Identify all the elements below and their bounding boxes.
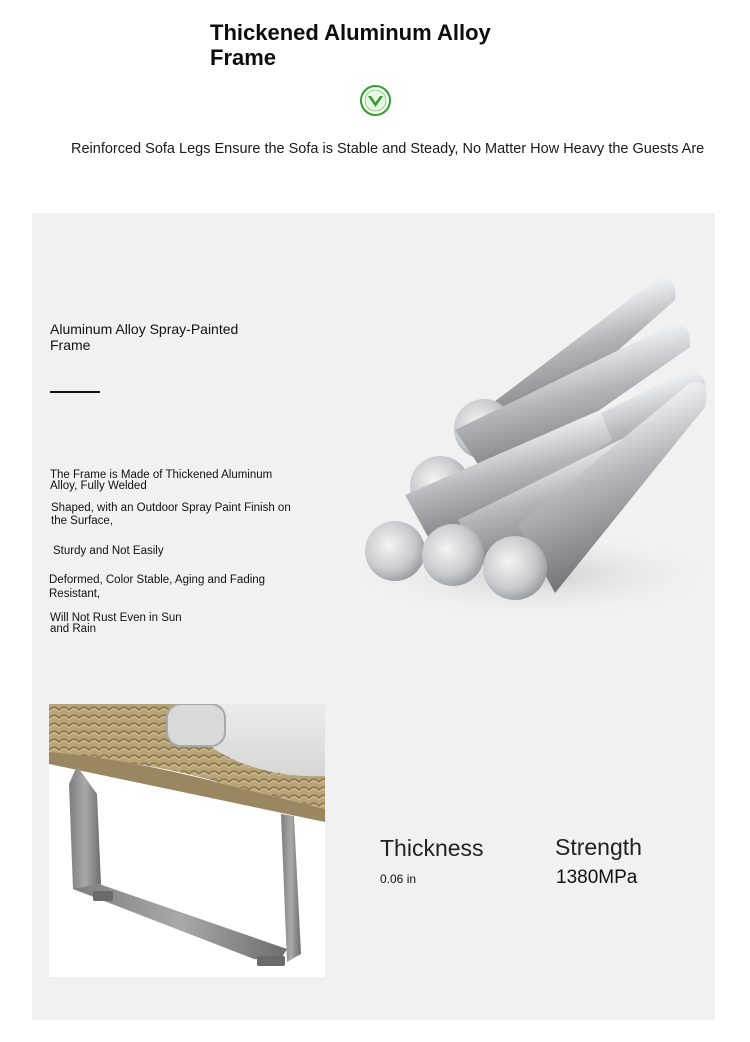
description-line: the Surface, [51,515,114,527]
description-line: Sturdy and Not Easily [53,545,164,557]
description-line: The Frame is Made of Thickened Aluminum [50,469,273,481]
title-line-2: Frame [210,45,277,70]
subtitle: Reinforced Sofa Legs Ensure the Sofa is Stable and Steady, No Matter How Heavy the Guests Are [71,141,705,157]
description-line: Deformed, Color Stable, Aging and Fading [49,574,266,586]
aluminum-rods-image [340,255,715,620]
sofa-leg-image [49,704,325,977]
description-line: and Rain [50,623,97,635]
strength-label: Strength [555,834,642,860]
strength-value: 1380MPa [556,867,638,888]
frame-heading-line-2: Frame [50,337,91,353]
heading-divider [50,391,100,393]
description-line: Resistant, [49,588,101,600]
page-title [210,20,550,70]
frame-heading [50,321,290,353]
frame-heading-line-1: Aluminum Alloy Spray-Painted [50,321,239,337]
description-line: Will Not Rust Even in Sun [50,612,182,624]
thickness-label: Thickness [380,835,484,861]
description-line: Shaped, with an Outdoor Spray Paint Finish on [51,502,291,514]
thickness-value: 0.06 in [380,872,417,886]
description-line: Alloy, Fully Welded [50,480,147,492]
check-circle-icon [359,84,392,117]
title-line-1: Thickened Aluminum Alloy [210,20,491,45]
